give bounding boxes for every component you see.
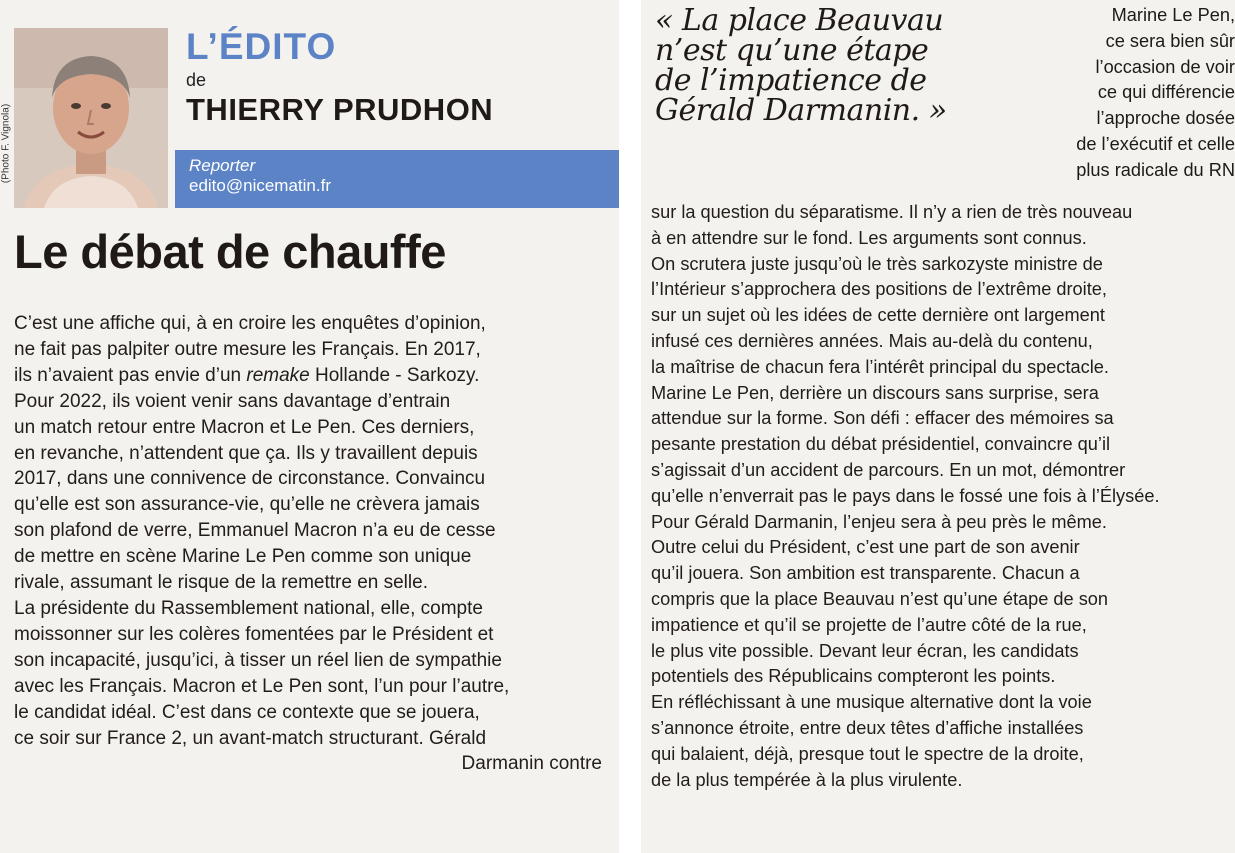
photo-credit: (Photo F. Vignola) [0, 103, 12, 184]
author-name: THIERRY PRUDHON [186, 92, 494, 127]
author-photo [14, 28, 168, 208]
text-line: un match retour entre Macron et Le Pen. Ces derniers, [14, 416, 475, 438]
text-line: l’approche dosée [1096, 108, 1235, 129]
text-line: Outre celui du Président, c’est une part de son avenir [651, 537, 1080, 558]
text-line: de l’exécutif et celle [1076, 133, 1235, 154]
text-line: le candidat idéal. C’est dans ce contexte que se jouera, [14, 701, 480, 723]
text-line: à en attendre sur le fond. Les arguments sont connus. [651, 227, 1087, 248]
byline-prefix: de [186, 70, 207, 90]
text-line: qu’elle est son assurance-vie, qu’elle ne crèvera jamais [14, 494, 480, 516]
side-body-text [1076, 3, 1235, 184]
pull-quote-line: Gérald Darmanin. » [655, 93, 947, 128]
text-line: compris que la place Beauvau n’est qu’une étape de son [651, 588, 1109, 609]
text-line: son plafond de verre, Emmanuel Macron n’a eu de cesse [14, 520, 496, 542]
text-line: On scrutera juste jusqu’où le très sarkozyste ministre de [651, 253, 1103, 274]
text-line: ne fait pas palpiter outre mesure les Français. En 2017, [14, 338, 481, 360]
pull-quote-line: n’est qu’une étape [655, 33, 929, 68]
text-line: sur un sujet où les idées de cette dernière ont largement [651, 305, 1105, 326]
text-line: son incapacité, jusqu’ici, à tisser un réel lien de sympathie [14, 649, 502, 671]
author-info-band [175, 150, 619, 208]
section-title: L’ÉDITO [186, 26, 337, 67]
right-body-text [651, 200, 1160, 793]
text-line: la maîtrise de chacun fera l’intérêt principal du spectacle. [651, 356, 1109, 377]
text-line: ils n’avaient pas envie d’un remake Hollande - Sarkozy. [14, 364, 480, 386]
author-email-link[interactable]: edito@nicematin.fr [189, 176, 331, 195]
text-line: 2017, dans une connivence de circonstance. Convaincu [14, 468, 486, 490]
author-role: Reporter [189, 156, 256, 175]
text-line: Marine Le Pen, [1111, 5, 1235, 25]
text-line: Marine Le Pen, derrière un discours sans surprise, sera [651, 382, 1099, 403]
text-line: qui balaient, déjà, presque tout le spectre de la droite, [651, 743, 1084, 764]
left-body-text [14, 311, 602, 777]
text-line: plus radicale du RN [1076, 159, 1235, 180]
text-line: qu’il jouera. Son ambition est transparente. Chacun a [651, 563, 1080, 584]
text-line: s’agissait d’un accident de parcours. En un mot, démontrer [651, 459, 1126, 480]
text-line: l’occasion de voir [1095, 56, 1235, 77]
text-line: l’Intérieur s’approchera des positions de l’extrême droite, [651, 279, 1107, 300]
text-line: ce soir sur France 2, un avant-match structurant. Gérald [14, 727, 487, 749]
pull-quote-line: « La place Beauvau [655, 3, 944, 38]
text-line: s’annonce étroite, entre deux têtes d’affiche installées [651, 717, 1084, 738]
text-line: C’est une affiche qui, à en croire les enquêtes d’opinion, [14, 313, 486, 334]
text-line: infusé ces dernières années. Mais au-delà du contenu, [651, 330, 1093, 351]
text-line: impatience et qu’il se projette de l’autre côté de la rue, [651, 614, 1087, 635]
text-line: ce sera bien sûr [1105, 30, 1235, 51]
pull-quote-line: de l’impatience de [655, 63, 927, 98]
text-line: de la plus tempérée à la plus virulente. [651, 769, 963, 790]
text-line: avec les Français. Macron et Le Pen sont, l’un pour l’autre, [14, 675, 510, 697]
text-line: La présidente du Rassemblement national, elle, compte [14, 597, 483, 619]
text-line: Pour Gérald Darmanin, l’enjeu sera à peu près le même. [651, 511, 1107, 532]
text-line: En réfléchissant à une musique alternative dont la voie [651, 692, 1092, 713]
right-column [641, 0, 1235, 853]
text-line: Darmanin contre [461, 753, 602, 775]
text-line: attendue sur la forme. Son défi : effacer des mémoires sa [651, 408, 1114, 429]
portrait-image [14, 28, 168, 208]
headline: Le débat de chauffe [14, 225, 446, 278]
text-line: ce qui différencie [1097, 82, 1235, 103]
text-line: pesante prestation du débat présidentiel, convaincre qu’il [651, 434, 1111, 455]
text-line: potentiels des Républicains compteront les points. [651, 666, 1056, 687]
text-line: qu’elle n’enverrait pas le pays dans le fossé une fois à l’Élysée. [651, 485, 1160, 506]
text-line: rivale, assumant le risque de la remettre en selle. [14, 572, 428, 594]
text-line: le plus vite possible. Devant leur écran, les candidats [651, 640, 1079, 661]
text-line: en revanche, n’attendent que ça. Ils y travaillent depuis [14, 442, 478, 464]
pull-quote [655, 3, 947, 128]
text-line: sur la question du séparatisme. Il n’y a rien de très nouveau [651, 202, 1133, 222]
text-line: moissonner sur les colères fomentées par le Président et [14, 623, 494, 645]
text-line: de mettre en scène Marine Le Pen comme son unique [14, 546, 472, 568]
text-line: Pour 2022, ils voient venir sans davantage d’entrain [14, 390, 451, 412]
